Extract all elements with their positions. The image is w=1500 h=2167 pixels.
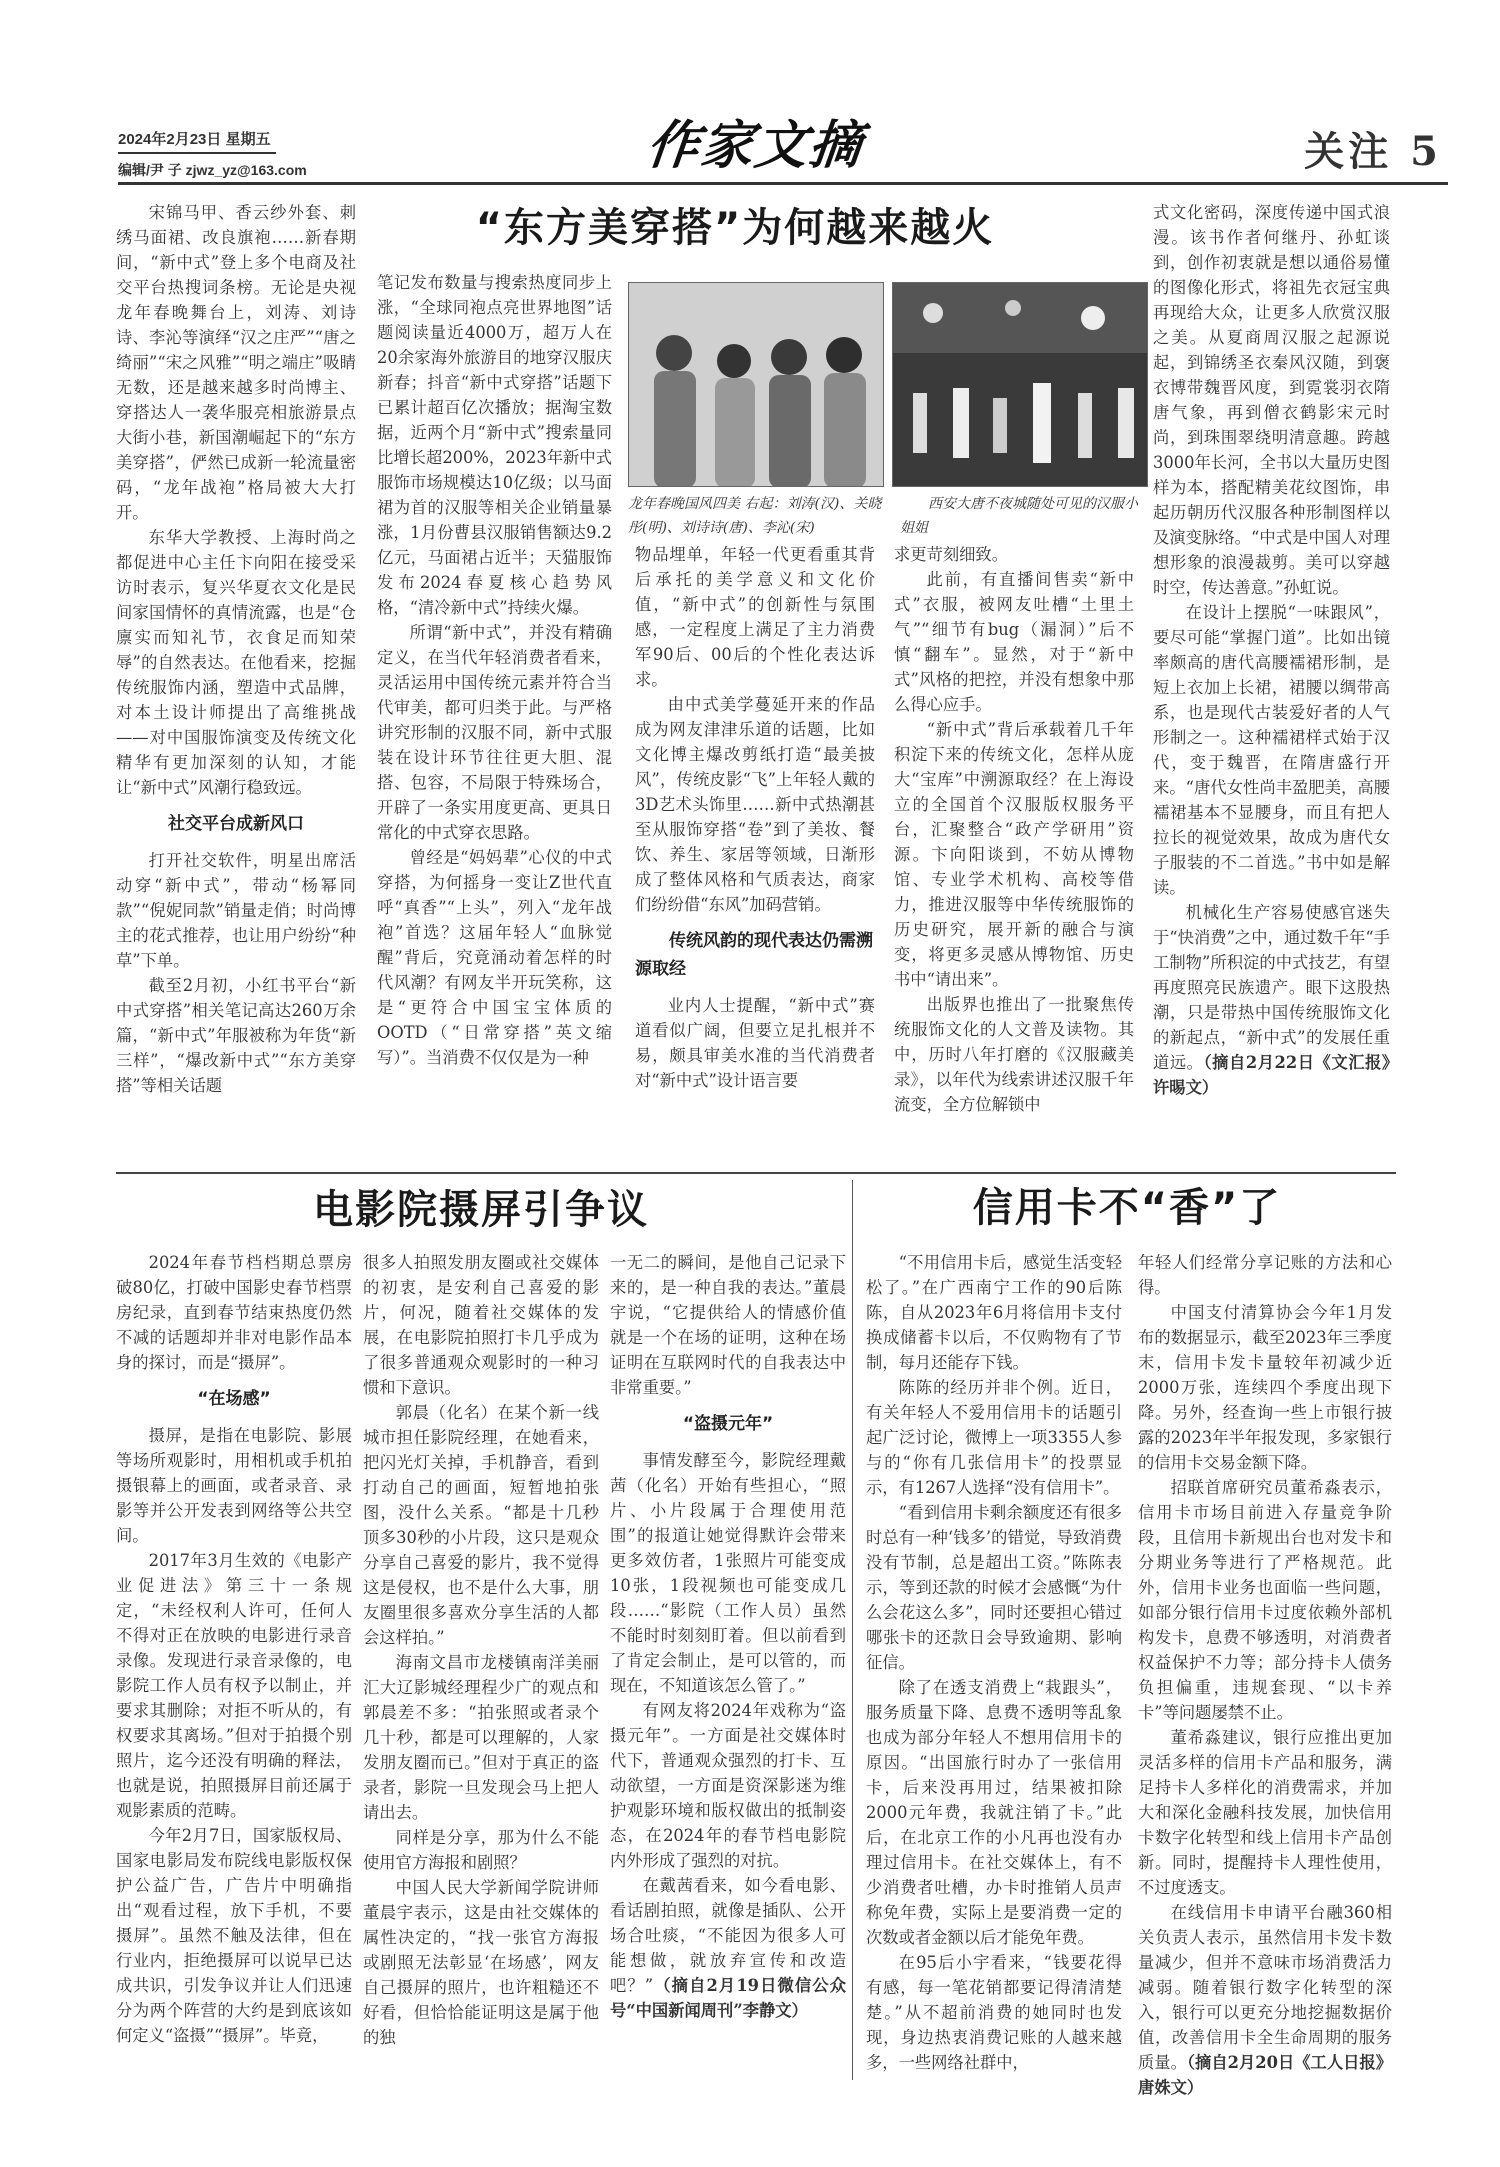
paragraph: 笔记发布数量与搜索热度同步上涨，“全球同袍点亮世界地图”话题阅读量近4000万，超万人在20余家海外旅游目的地穿汉服庆新春；抖音“新中式穿搭”话题下已累计超百亿次播放；据淘宝数据，近两个月“新中式”搜索量同比增长超200%，2023年新中式服饰市场规模达10亿级；以马面裙为首的汉服等相关企业销量暴涨，1月份曹县汉服销售额达9.2亿元，马面裙占近半；天猫服饰发布2024春夏核心趋势风格，“清冷新中式”持续火爆。 [377, 273, 612, 617]
paragraph: 在95后小宇看来，“钱要花得有感，每一笔花销都要记得清清楚楚。”从不超前消费的她同时也发现，身边热衷消费记账的人越来越多，一些网络社群中， [866, 1953, 1122, 2072]
paragraph: 出版界也推出了一批聚焦传统服饰文化的人文普及读物。其中，历时八年打磨的《汉服藏美录》，以年代为线索讲述汉服千年流变，全方位解锁中 [894, 995, 1134, 1114]
paragraph: 截至2月初，小红书平台“新中式穿搭”相关笔记高达260万余篇，“新中式”年服被称为年货“新三样”，“爆改新中式”“东方美穿搭”等相关话题 [116, 976, 356, 1095]
article3-column-1 [866, 1250, 1122, 2140]
paragraph: 2024年春节档档期总票房破80亿，打破中国影史春节档票房纪录，直到春节结束热度仍然不减的话题却并非对电影作品本身的探讨，而是“摄屏”。 [116, 1253, 352, 1372]
masthead-logo: 作家文摘 [643, 115, 867, 176]
paragraph: 摄屏，是指在电影院、影展等场所观影时，用相机或手机拍摄银幕上的画面，或者录音、录影等并公开发表到网络等公共空间。 [116, 1426, 352, 1545]
article2-source: （摘自2月19日微信公众号“中国新闻周刊”李静文） [610, 1976, 846, 2020]
paragraph: 招联首席研究员董希淼表示，信用卡市场目前进入存量竞争阶段，且信用卡新规出台也对发卡和分期业务等进行了严格规范。此外，信用卡业务也面临一些问题，如部分银行信用卡过度依赖外部机构发卡，息费不够透明，对消费者权益保护不力等；部分持卡人债务负担偏重，违规套现、“以卡养卡”等问题屡禁不止。 [1138, 1478, 1392, 1722]
photo-four-beauties [628, 282, 884, 487]
paragraph: 2017年3月生效的《电影产业促进法》第三十一条规定，“未经权利人许可，任何人不得对正在放映的电影进行录音录像。发现进行录音录像的，电影院工作人员有权予以制止，并要求其删除；对拒不听从的，有权要求其离场。”但对于拍摄个别照片，迄今还没有明确的释法，也就是说，拍照摄屏目前还属于观影素质的范畴。 [116, 1551, 352, 1820]
paragraph: 董希淼建议，银行应推出更加灵活多样的信用卡产品和服务，满足持卡人多样化的消费需求，并加大和深化金融科技发展，加快信用卡数字化转型和线上信用卡产品创新。同时，提醒持卡人理性使用，不过度透支。 [1138, 1728, 1392, 1897]
paragraph: 今年2月7日，国家版权局、国家电影局发布院线电影版权保护公益广告，广告片中明确指出“观看过程，放下手机，不要摄屏”。虽然不触及法律，但在行业内，拒绝摄屏可以说早已达成共识，引发争议并让人们迅速分为两个阵营的大约是到底该如何定义“盗摄”“摄屏”。毕竟， [116, 1826, 352, 2045]
paragraph: 年轻人们经常分享记账的方法和心得。 [1138, 1253, 1392, 1297]
paragraph-text: 在线信用卡申请平台融360相关负责人表示，虽然信用卡发卡数量减少，但并不意味市场消费活力减弱。随着银行数字化转型的深入，银行可以更充分地挖掘数据价值，改善信用卡全生命周期的服务质量。 [1138, 1903, 1392, 2072]
photo2-caption: 西安大唐不夜城随处可见的汉服小姐姐 [900, 496, 1138, 536]
paragraph: “新中式”背后承载着几千年积淀下来的传统文化，怎样从庞大“宝库”中溯源取经？在上海设立的全国首个汉服版权服务平台，汇聚整合“政产学研用”资源。卞向阳谈到，不妨从博物馆、专业学术机构、高校等借力，推进汉服等中华传统服饰的历史研究，展开新的融合与演变，将更多灵感从博物馆、历史书中“请出来”。 [894, 720, 1134, 989]
paragraph: 在设计上摆脱“一味跟风”，要尽可能“掌握门道”。比如出镜率颇高的唐代高腰襦裙形制，是短上衣加上长裙，裙腰以绸带高系，也是现代古装爱好者的人气形制之一。这种襦裙样式始于汉代，变于魏晋，在隋唐盛行开来。“唐代女性尚丰盈肥美，高腰襦裙基本不显腰身，而且有把人拉长的视觉效果，故成为唐代女子服装的不二首选。”书中如是解读。 [1153, 603, 1390, 897]
photo-illustration [629, 283, 884, 487]
paragraph: “不用信用卡后，感觉生活变轻松了。”在广西南宁工作的90后陈陈，自从2023年6月将信用卡支付换成储蓄卡以后，不仅购物有了节制，每月还能存下钱。 [866, 1253, 1122, 1372]
paragraph: 同样是分享，那为什么不能使用官方海报和剧照？ [363, 1828, 599, 1872]
paragraph: 陈陈的经历并非个例。近日，有关年轻人不爱用信用卡的话题引起广泛讨论，微博上一项3355人参与的“你有几张信用卡”的投票显示，有1267人选择“没有信用卡”。 [866, 1378, 1122, 1497]
paragraph: 事情发酵至今，影院经理戴茜（化名）开始有些担心，“照片、小片段属于合理使用范围”的报道让她觉得默许会带来更多效仿者，1张照片可能变成10张，1段视频也可能变成几段……“影院（工作人员）虽然不能时时刻刻盯着。但以前看到了肯定会制止，是可以管的，而现在，不知道该怎么管了。” [610, 1451, 846, 1695]
article1-column-4 [894, 542, 1134, 1165]
paragraph: 很多人拍照发朋友圈或社交媒体的初衷，是安利自己喜爱的影片，何况，随着社交媒体的发展，在电影院拍照打卡几乎成为了很多普通观众观影时的一种习惯和下意识。 [363, 1253, 599, 1397]
article2-column-3 [610, 1250, 846, 2140]
paragraph [1138, 1900, 1392, 2100]
section-label: 关注 5 [1304, 128, 1442, 175]
paragraph: “看到信用卡剩余额度还有很多时总有一种‘钱多’的错觉，导致消费没有节制，总是超出工资。”陈陈表示，等到还款的时候才会感慨“为什么会花这么多”，同时还要担心错过哪张卡的还款日会导致逾期、影响征信。 [866, 1503, 1122, 1672]
paragraph: 求更苛刻细致。 [894, 545, 1008, 564]
article1-column-1 [116, 200, 356, 1165]
article3-headline: 信用卡不“香”了 [862, 1178, 1392, 1238]
paragraph-text: 机械化生产容易使感官迷失于“快消费”之中，通过数千年“手工制物”所积淀的中式技艺，有望再度照亮民族遗产。眼下这股热潮，只是带热中国传统服饰文化的新起点，“新中式”的发展任重道远。 [1153, 903, 1390, 1072]
article3-source: （摘自2月20日《工人日报》唐姝文） [1138, 2053, 1392, 2097]
header-divider [118, 182, 1448, 185]
section-divider [116, 1172, 1396, 1174]
article1-column-3 [635, 542, 875, 1165]
article1-column-5 [1153, 200, 1390, 1165]
photo-datang-everbright-city [892, 282, 1148, 487]
paragraph: 海南文昌市龙楼镇南洋美丽汇大辽影城经理程少广的观点和郭晨差不多：“拍张照或者录个几十秒，都是可以理解的，人家发朋友圈而已。”但对于真正的盗录者，影院一旦发现会马上把人请出去。 [363, 1653, 599, 1822]
paragraph [1153, 900, 1390, 1100]
paragraph [610, 1873, 846, 2023]
editor-credit: 编辑/尹 子 zjwz_yz@163.com [118, 162, 307, 178]
paragraph: 物品埋单，年轻一代更看重其背后承托的美学意义和文化价值，“新中式”的创新性与氛围感，一定程度上满足了主力消费军90后、00后的个性化表达诉求。 [635, 545, 875, 689]
article3-column-2 [1138, 1250, 1392, 2140]
subheading: “在场感” [197, 1389, 271, 1409]
subheading: 传统风韵的现代表达仍需溯源取经 [635, 931, 873, 979]
header-divider-short [118, 152, 276, 154]
paragraph: 一无二的瞬间，是他自己记录下来的，是一种自我的表达。”董晨宇说，“它提供给人的情感价值就是一个在场的证明，这种在场证明在互联网时代的自我表达中非常重要。” [610, 1253, 846, 1397]
paragraph: 宋锦马甲、香云纱外套、刺绣马面裙、改良旗袍……新春期间，“新中式”登上多个电商及社交平台热搜词条榜。无论是央视龙年春晚舞台上，刘涛、刘诗诗、李沁等演绎“汉之庄严”“唐之绮丽”“宋之风雅”“明之端庄”吸睛无数，还是越来越多时尚博主、穿搭达人一袭华服亮相旅游景点大街小巷，新国潮崛起下的“东方美穿搭”，俨然已成新一轮流量密码，“龙年战袍”格局被大大打开。 [116, 203, 356, 522]
article2-headline: 电影院摄屏引争议 [116, 1180, 846, 1240]
issue-date: 2024年2月23日 星期五 [118, 131, 271, 148]
paragraph: 除了在透支消费上“栽跟头”，服务质量下降、息费不透明等乱象也成为部分年轻人不想用信用卡的原因。“出国旅行时办了一张信用卡，后来没再用过，结果被扣除2000元年费，我就注销了卡。”此后，在北京工作的小凡再也没有办理过信用卡。在社交媒体上，有不少消费者吐槽，办卡时推销人员声称免年费，实际上是要消费一定的次数或者金额以后才能免年费。 [866, 1678, 1122, 1947]
paragraph: 有网友将2024年戏称为“盗摄元年”。一方面是社交媒体时代下，普通观众强烈的打卡、互动欲望，一方面是资深影迷为维护观影环境和版权做出的抵制姿态，在2024年的春节档电影院内外形成了强烈的对抗。 [610, 1701, 846, 1870]
paragraph: 式文化密码，深度传递中国式浪漫。该书作者何继丹、孙虹谈到，创作初衷就是想以通俗易懂的图像化形式，将祖先衣冠宝典再现给大众，让更多人欣赏汉服之美。从夏商周汉服之起源说起，到锦绣圣衣秦风汉随，到褒衣博带魏晋风度，到霓裳羽衣隋唐气象，再到僧衣鹤影宋元时尚，到珠围翠绕明清意趣。跨越3000年长河，全书以大量历史图样为本，搭配精美花纹图饰，串起历朝历代汉服各种形制图样以及演变脉络。“中式是中国人对理想形象的浪漫裁剪。美可以穿越时空，传达善意。”孙虹说。 [1153, 203, 1390, 597]
paragraph: 打开社交软件，明星出席活动穿“新中式”，带动“杨幂同款”“倪妮同款”销量走俏；时尚博主的花式推荐，也让用户纷纷“种草”下单。 [116, 851, 356, 970]
article1-column-2 [377, 270, 612, 1165]
article2-column-2 [363, 1250, 599, 2140]
paragraph: 中国支付清算协会今年1月发布的数据显示，截至2023年三季度末，信用卡发卡量较年初减少近2000万张，连续四个季度出现下降。另外，经查询一些上市银行披露的2023年半年报发现，多家银行的信用卡交易金额下降。 [1138, 1303, 1392, 1472]
photo1-caption: 龙年春晚国风四美 右起：刘涛(汉)、关晓彤(明)、刘诗诗(唐)、李沁(宋) [628, 496, 882, 536]
paragraph: 东华大学教授、上海时尚之都促进中心主任卞向阳在接受采访时表示，复兴华夏衣文化是民间家国情怀的真情流露，也是“仓廪实而知礼节，衣食足而知荣辱”的自然表达。在他看来，挖掘传统服饰内涵，塑造中式品牌，对本土设计师提出了高维挑战——对中国服饰演变及传统文化精华有更加深刻的认知，才能让“新中式”风潮行稳致远。 [116, 528, 356, 797]
article1-headline: “东方美穿搭”为何越来越火 [475, 205, 995, 251]
article2-column-1 [116, 1250, 352, 2140]
paragraph: 此前，有直播间售卖“新中式”衣服，被网友吐槽“土里土气”“细节有bug（漏洞）”后不慎“翻车”。显然，对于“新中式”风格的把控，并没有想象中那么得心应手。 [894, 570, 1134, 714]
subheading: 社交平台成新风口 [168, 814, 304, 834]
article1-source: （摘自2月22日《文汇报》许晹文） [1153, 1053, 1390, 1097]
paragraph: 所谓“新中式”，并没有精确定义，在当代年轻消费者看来，灵活运用中国传统元素并符合当代审美，都可归类于此。与严格讲究形制的汉服不同，新中式服装在设计环节往往更大胆、混搭、包容，不局限于特殊场合，开辟了一条实用度更高、更具日常化的中式穿衣思路。 [377, 623, 612, 842]
paragraph: 郭晨（化名）在某个新一线城市担任影院经理，在她看来，把闪光灯关掉，手机静音，看到打动自己的画面，短暂地拍张图，没什么关系。“都是十几秒顶多30秒的小片段，这只是观众分享自己喜爱的影片，我不觉得这是侵权，也不是什么大事，朋友圈里很多喜欢分享生活的人都会这样拍。” [363, 1403, 599, 1647]
paragraph: 由中式美学蔓延开来的作品成为网友津津乐道的话题，比如文化博主爆改剪纸打造“最美披风”，传统皮影“飞”上年轻人戴的3D艺术头饰里……新中式热潮甚至从服饰穿搭“卷”到了美妆、餐饮、养生、家居等领域，日渐形成了整体风格和气质表达，商家们纷纷借“东风”加码营销。 [635, 695, 875, 914]
photo-illustration [893, 283, 1148, 487]
paragraph: 业内人士提醒，“新中式”赛道看似广阔，但要立足扎根并不易，颇具审美水准的当代消费者对“新中式”设计语言要 [635, 996, 875, 1090]
subheading: “盗摄元年” [682, 1414, 774, 1434]
paragraph: 中国人民大学新闻学院讲师董晨宇表示，这是由社交媒体的属性决定的，“找一张官方海报或剧照无法彰显‘在场感’，网友自己摄屏的照片，也许粗糙还不好看，但恰恰能证明这是属于他的独 [363, 1878, 599, 2047]
column-divider [852, 1180, 853, 2080]
paragraph: 曾经是“妈妈辈”心仪的中式穿搭，为何摇身一变让Z世代直呼“真香”“上头”，列入“龙年战袍”首选？这届年轻人“血脉觉醒”背后，究竟涌动着怎样的时代风潮？有网友半开玩笑称，这是“更符合中国宝宝体质的OOTD（“日常穿搭”英文缩写）”。当消费不仅仅是为一种 [377, 848, 612, 1067]
paragraph-text: 在戴茜看来，如今看电影、看话剧拍照，就像是插队、公开场合吐痰，“不能因为很多人可能想做，就放弃宣传和改造吧？” [610, 1876, 846, 1995]
